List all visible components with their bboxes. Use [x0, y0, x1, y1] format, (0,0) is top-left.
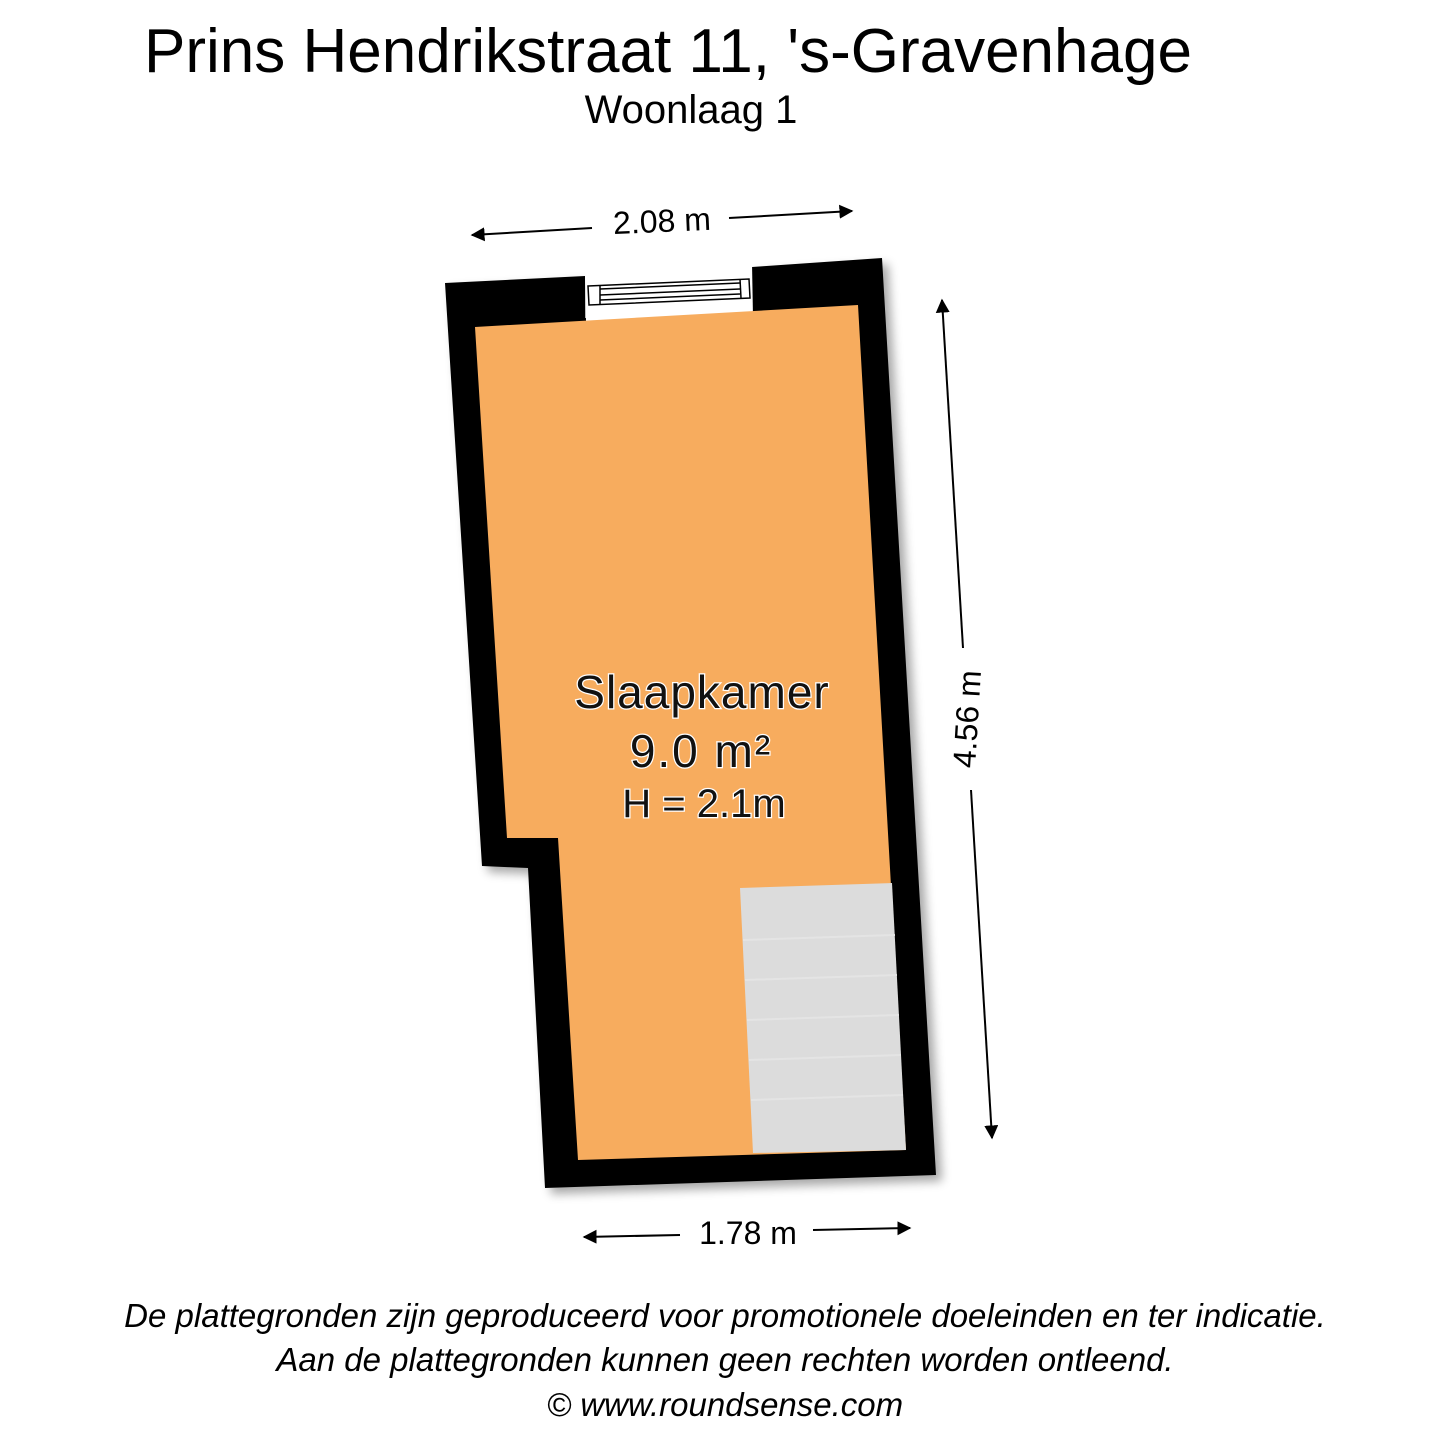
copyright-link[interactable]: © www.roundsense.com — [546, 1386, 904, 1423]
dimension-bottom — [584, 1215, 910, 1251]
dimension-right-label: 4.56 m — [946, 669, 988, 769]
floor-level-subtitle: Woonlaag 1 — [584, 88, 798, 132]
window — [585, 263, 753, 321]
dimension-bottom-label: 1.78 m — [699, 1215, 797, 1251]
dimension-right — [942, 300, 992, 1138]
dimension-top — [472, 201, 852, 241]
disclaimer-line-1: De plattegronden zijn geproduceerd voor promotionele doeleinden en ter indicatie. — [124, 1297, 1326, 1334]
room-name-label: Slaapkamer — [574, 666, 830, 718]
disclaimer-line-2: Aan de plattegronden kunnen geen rechten worden ontleend. — [276, 1341, 1174, 1378]
room-area-label: 9.0 m² — [629, 725, 773, 777]
room-height-label: H = 2.1m — [622, 782, 786, 826]
dimension-top-label: 2.08 m — [612, 200, 712, 242]
staircase — [740, 883, 906, 1153]
page-title: Prins Hendrikstraat 11, 's-Gravenhage — [144, 17, 1192, 86]
